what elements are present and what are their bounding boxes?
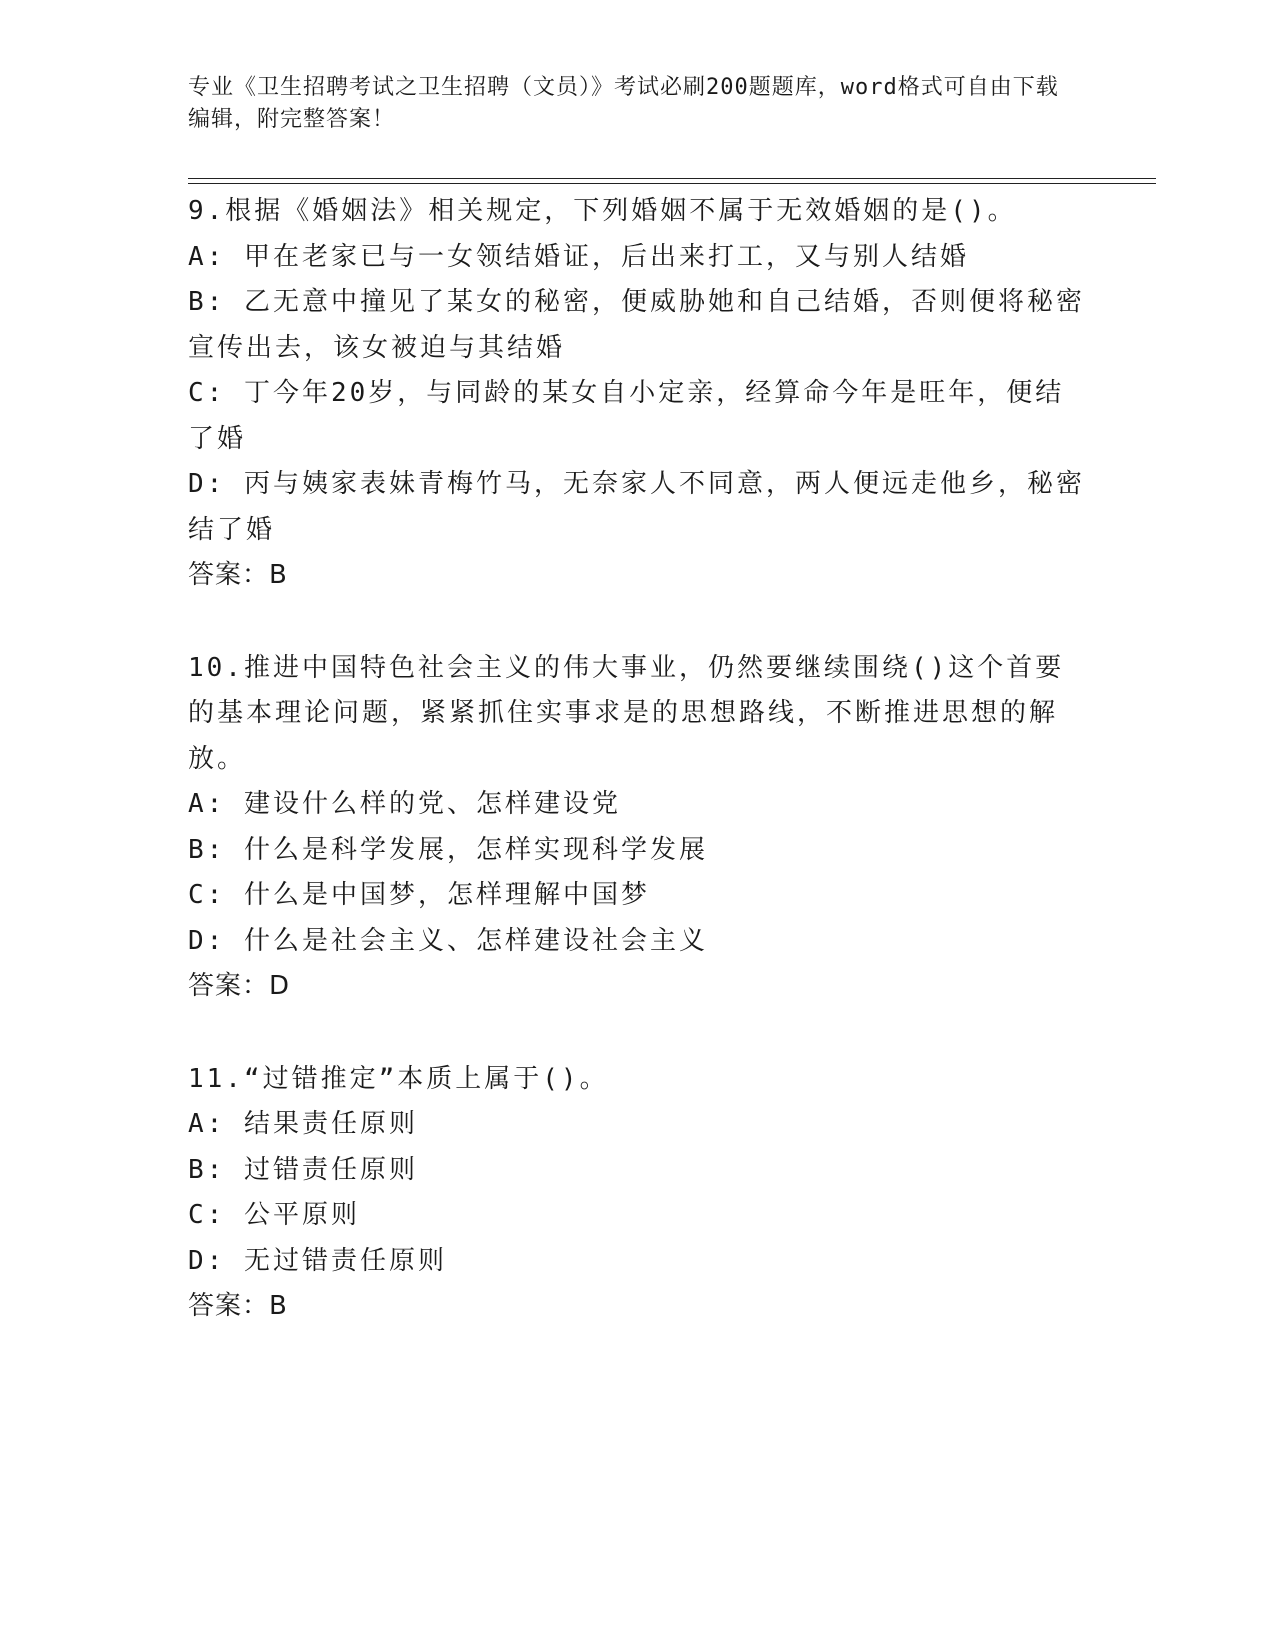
option-b: B: 什么是科学发展，怎样实现科学发展 bbox=[188, 834, 708, 865]
option-b: B: 过错责任原则 bbox=[188, 1154, 418, 1185]
answer-label: 答案：B bbox=[188, 1291, 288, 1321]
question-stem: 9.根据《婚姻法》相关规定，下列婚姻不属于无效婚姻的是()。 bbox=[188, 196, 1017, 226]
option-a: A: 甲在老家已与一女领结婚证，后出来打工，又与别人结婚 bbox=[188, 241, 969, 272]
option-a: A: 建设什么样的党、怎样建设党 bbox=[188, 789, 621, 819]
header-divider-top bbox=[188, 178, 1156, 179]
option-d: D: 什么是社会主义、怎样建设社会主义 bbox=[188, 925, 708, 956]
question-list bbox=[188, 189, 1088, 1377]
option-a: A: 结果责任原则 bbox=[188, 1109, 418, 1139]
question-9 bbox=[188, 189, 1088, 599]
answer-label: 答案：B bbox=[188, 560, 288, 590]
option-b: B: 乙无意中撞见了某女的秘密，便威胁她和自己结婚，否则便将秘密宣传出去，该女被迫与其结婚 bbox=[188, 287, 1085, 363]
option-d: D: 无过错责任原则 bbox=[188, 1245, 447, 1276]
option-d: D: 丙与姨家表妹青梅竹马，无奈家人不同意，两人便远走他乡，秘密结了婚 bbox=[188, 469, 1085, 545]
question-10 bbox=[188, 646, 1088, 1010]
answer-label: 答案：D bbox=[188, 971, 291, 1001]
question-11 bbox=[188, 1057, 1088, 1330]
document-header: 专业《卫生招聘考试之卫生招聘（文员）》考试必刷200题题库，word格式可自由下载编辑，附完整答案！ bbox=[188, 75, 1059, 132]
option-c: C: 公平原则 bbox=[188, 1200, 360, 1230]
question-stem: 10.推进中国特色社会主义的伟大事业，仍然要继续围绕()这个首要的基本理论问题，紧紧抓住实事求是的思想路线，不断推进思想的解放。 bbox=[188, 652, 1065, 774]
header-divider-bottom bbox=[188, 183, 1156, 184]
option-c: C: 什么是中国梦，怎样理解中国梦 bbox=[188, 880, 650, 910]
question-stem: 11.“过错推定”本质上属于()。 bbox=[188, 1063, 609, 1094]
option-c: C: 丁今年20岁，与同龄的某女自小定亲，经算命今年是旺年，便结了婚 bbox=[188, 378, 1065, 454]
